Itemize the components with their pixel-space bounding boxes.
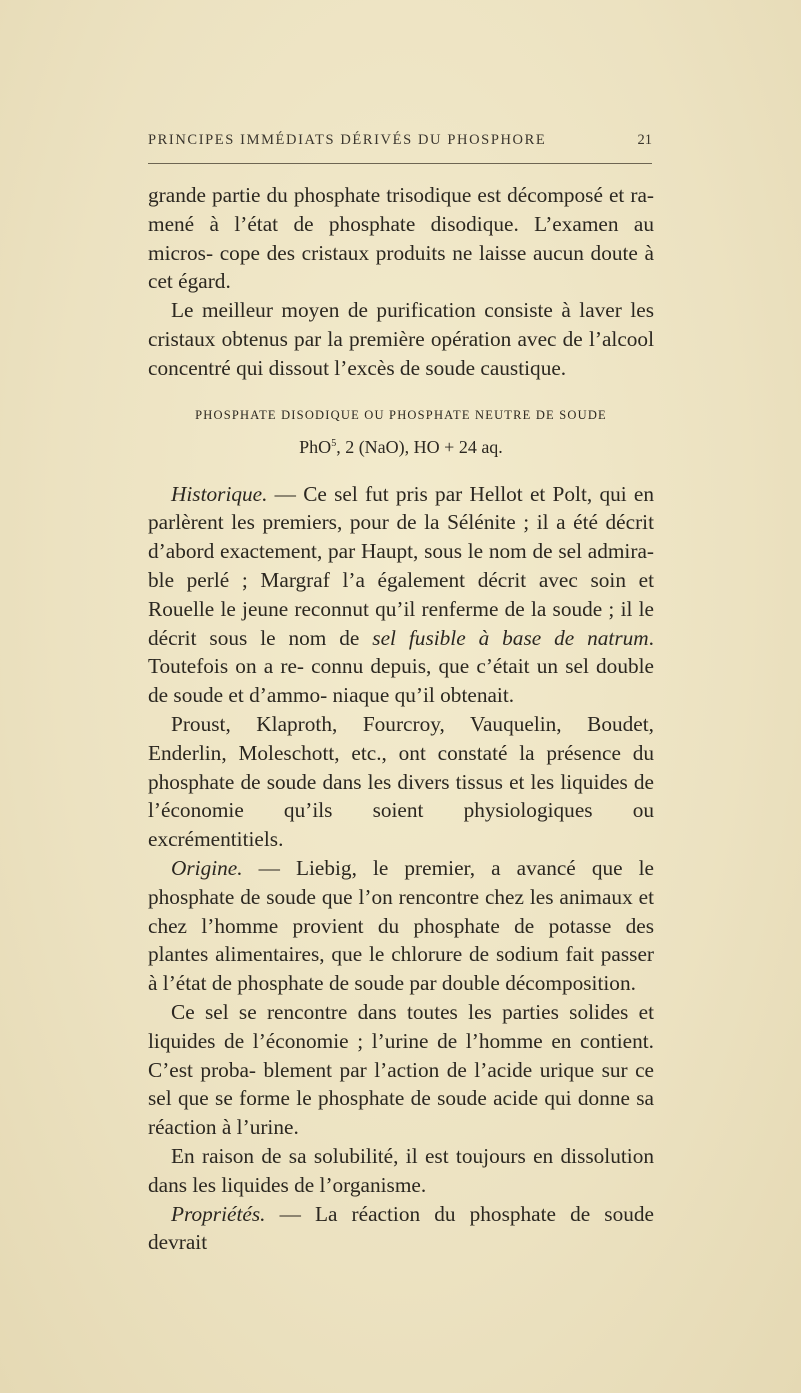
- formula-superscript: 5: [331, 437, 337, 449]
- paragraph-en-raison: En raison de sa solubilité, il est toujours en dissolution dans les liquides de l’organisme.: [148, 1143, 654, 1197]
- chemical-formula: [148, 431, 654, 460]
- historique-italic-name: sel fusible à base de natrum: [372, 625, 649, 650]
- paragraph-origine: [148, 854, 654, 998]
- page-number: 21: [637, 132, 652, 148]
- proprietes-text: — La réaction du phosphate de soude devrait: [148, 1201, 654, 1255]
- formula-main: PhO: [299, 436, 332, 457]
- historique-text-b: . Toutefois on a re- connu depuis, que c’était un sel double de soude et d’ammo- niaque qu’il obtenait.: [148, 625, 654, 708]
- paragraph-historique: [148, 480, 654, 710]
- running-title: PRINCIPES IMMÉDIATS DÉRIVÉS DU PHOSPHORE: [148, 132, 547, 148]
- historique-label: Historique.: [171, 481, 268, 506]
- formula-rest: , 2 (NaO), HO + 24 aq.: [336, 436, 503, 457]
- origine-label: Origine.: [171, 855, 243, 880]
- running-header: [148, 132, 652, 149]
- paragraph-proust: Proust, Klaproth, Fourcroy, Vauquelin, Boudet, Enderlin, Moleschott, etc., ont constaté la présence du phosphate de soude dans les divers tissus et les liquides de l’économie qu’ils soient physiologiques ou excrémentitiels.: [148, 711, 654, 852]
- paragraph-ce-sel: Ce sel se rencontre dans toutes les parties solides et liquides de l’économie ; l’urine de l’homme en contient. C’est proba- blement par l’action de l’acide urique sur ce sel que se forme le phosphate de soude acide qui donne sa réaction à l’urine.: [148, 999, 654, 1140]
- paragraph-continuation: grande partie du phosphate trisodique est décomposé et ra- mené à l’état de phosphate disodique. L’examen au micros- cope des cristaux produits ne laisse aucun doute à cet égard.: [148, 183, 654, 294]
- historique-text-a: — Ce sel fut pris par Hellot et Polt, qui en parlèrent les premiers, pour de la Sélénite ; il a été décrit d’abord exactement, par Haupt, sous le nom de sel admira- ble perlé ; Margraf l’a également décrit avec soin et Rouelle le jeune reconnut qu’il renferme de la soude ; il le décrit sous le nom de: [148, 481, 654, 650]
- origine-text: — Liebig, le premier, a avancé que le phosphate de soude que l’on rencontre chez les animaux et chez l’homme provient du phosphate de potasse des plantes alimentaires, que le chlorure de sodium fait passer à l’état de phosphate de soude par double décomposition.: [148, 855, 654, 996]
- body-text: [148, 181, 654, 1257]
- paragraph-proprietes: [148, 1200, 654, 1258]
- section-title: PHOSPHATE DISODIQUE OU PHOSPHATE NEUTRE DE SOUDE: [195, 407, 607, 422]
- paragraph-purification: Le meilleur moyen de purification consiste à laver les cristaux obtenus par la première opération avec de l’alcool concentré qui dissout l’excès de soude caustique.: [148, 298, 654, 380]
- proprietes-label: Propriétés.: [171, 1201, 266, 1226]
- header-rule: [148, 163, 652, 164]
